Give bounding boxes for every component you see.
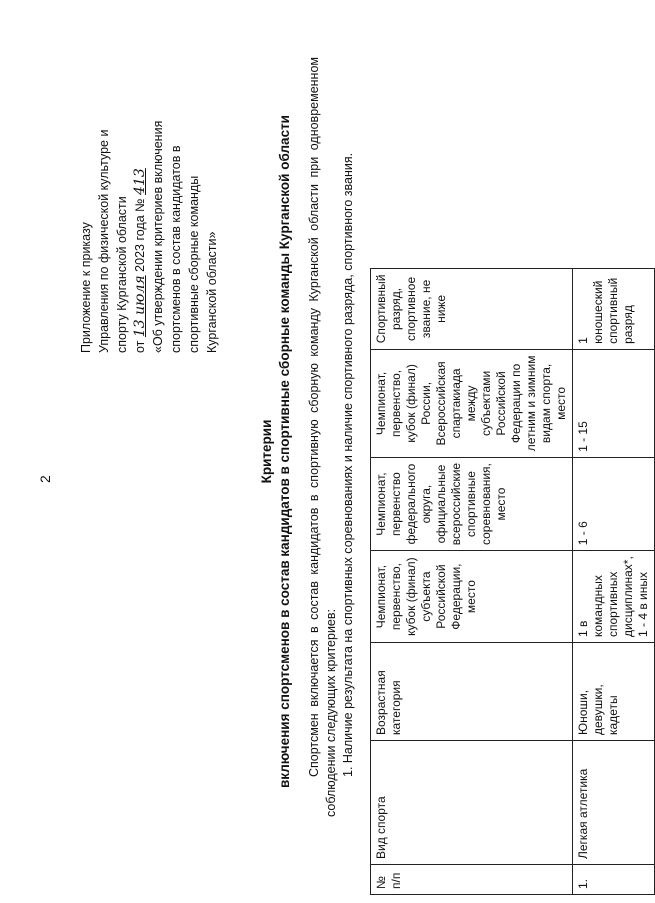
header-sport-rank: Спортивный разряд, спортивное звание, не ниже	[371, 268, 573, 349]
page-number: 2	[37, 475, 53, 483]
intro-text	[306, 57, 357, 817]
document-title: Критерии	[259, 419, 274, 484]
appendix-line: спортсменов в состав кандидатов в	[169, 145, 183, 353]
handwritten-date: 13 июля	[132, 275, 148, 338]
title-block	[258, 0, 294, 903]
handwritten-order-number: 413	[132, 168, 148, 195]
criteria-table	[370, 268, 655, 895]
appendix-line: спорту Курганской области	[115, 196, 129, 353]
appendix-line: спортивные сборные команды	[187, 175, 201, 353]
cell-sport-rank: 1 юношеский спортивный разряд	[573, 268, 655, 349]
header-regional-place: Чемпионат, первенство, кубок (финал) субъекта Российской Федерации, место	[371, 551, 573, 643]
cell-federal-district-place: 1 - 6	[573, 457, 655, 550]
appendix-line: «Об утверждении критериев включения	[151, 120, 165, 353]
intro-paragraph: Спортсмен включается в состав кандидатов в спортивную сборную команду Курганской области при одновременном соблюдении следующих критериев:	[307, 57, 338, 817]
cell-russia-place: 1 - 15	[573, 349, 655, 457]
appendix-line: Приложение к приказу	[79, 222, 93, 353]
header-sport: Вид спорта	[371, 741, 573, 865]
header-age-category: Возрастная категория	[371, 643, 573, 741]
appendix-line: Управления по физической культуре и	[97, 129, 111, 353]
header-number: № п/п	[371, 865, 573, 895]
document-subtitle: включения спортсменов в состав кандидатов в спортивные сборные команды Курганской области	[277, 115, 292, 788]
date-prefix: от	[133, 340, 147, 353]
appendix-header	[77, 0, 221, 353]
table-header-row	[371, 268, 573, 894]
cell-number: 1.	[573, 865, 655, 895]
appendix-line: Курганской области»	[205, 231, 219, 353]
appendix-date-line	[131, 0, 149, 353]
header-russia-place: Чемпионат, первенство, кубок (финал) России, Всероссийская спартакиада между субъектами Российской Федерации по летним и зимним видам спорта, место	[371, 349, 573, 457]
cell-regional-place: 1 в командных спортивных дисциплинах*, 1 - 4 в иных	[573, 551, 655, 643]
cell-age-category: Юноши, девушки, кадеты	[573, 643, 655, 741]
criteria-item-1: 1. Наличие результата на спортивных соревнованиях и наличие спортивного разряда, спортивного звания.	[341, 152, 355, 777]
header-federal-district-place: Чемпионат, первенство федерального округа, официальные всероссийские спортивные соревнования, место	[371, 457, 573, 550]
year-text: 2023 года №	[133, 198, 147, 272]
table-row	[573, 268, 655, 894]
cell-sport: Легкая атлетика	[573, 741, 655, 865]
